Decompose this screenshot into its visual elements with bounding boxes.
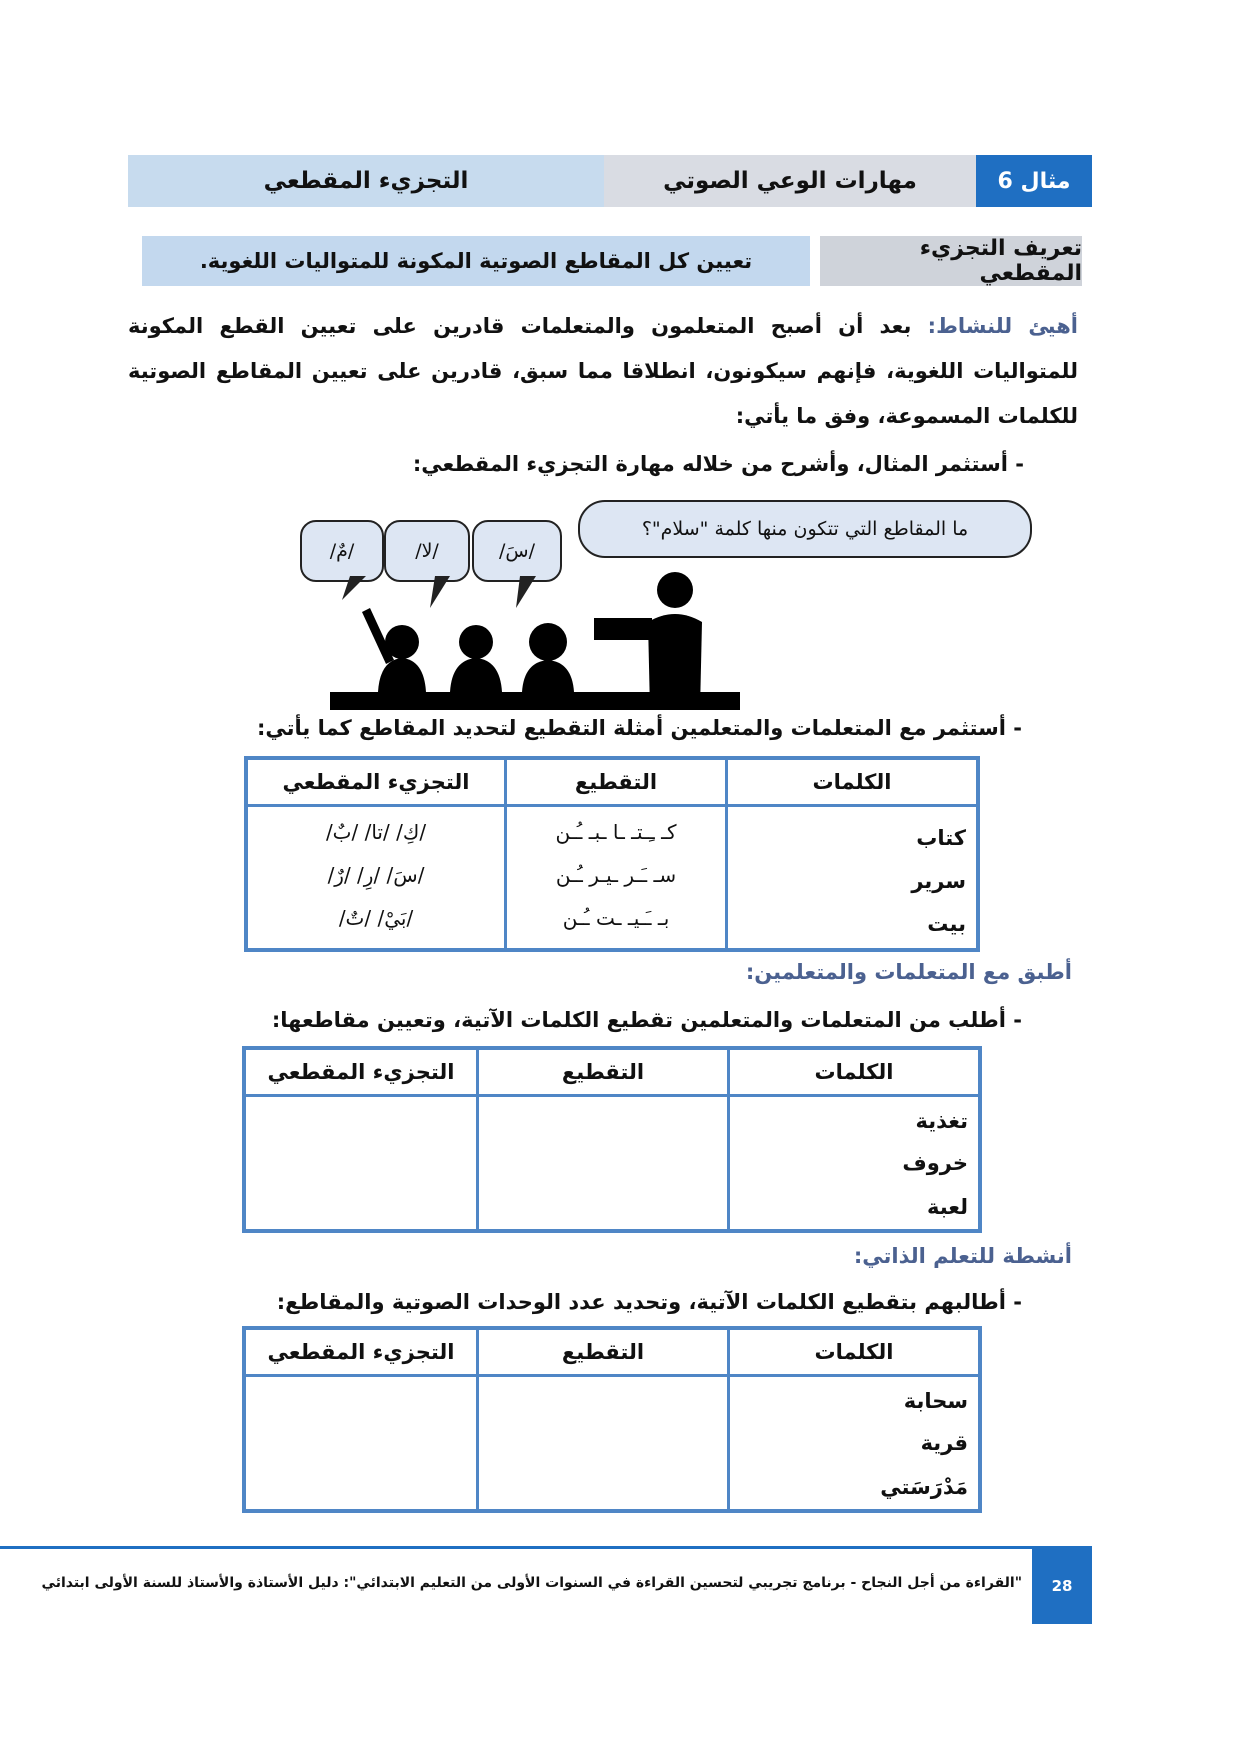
syllables-column (246, 806, 506, 950)
table-cell-word: كتاب (916, 826, 966, 850)
apply-instruction: - أطلب من المتعلمات والمتعلمين تقطيع الكلمات الآتية، وتعيين مقاطعها: (271, 1008, 1022, 1032)
prepare-text: بعد أن أصبح المتعلمون والمتعلمات قادرين على تعيين القطع المكونة للمتواليات اللغوية، فإنهم سيكونون، انطلاقا مما سبق، قادرين على تعيين المقاطع الصوتية للكلمات المسموعة، وفق ما يأتي: (128, 314, 1078, 428)
table-cell-word: مَدْرَسَتي (880, 1475, 968, 1499)
col-header-syllables: التجزيء المقطعي (246, 758, 506, 806)
student-bubble-3: /مٌ/ (300, 520, 384, 582)
page-number: 28 (1032, 1548, 1092, 1624)
prepare-instruction: - أستثمر المثال، وأشرح من خلاله مهارة التجزيء المقطعي: (412, 452, 1024, 476)
table-cell-cut: سـ ـَـر ـيـر ـُـن (555, 863, 677, 887)
table-cell-word: تغذية (915, 1109, 968, 1133)
student-bubble-2: /لا/ (384, 520, 470, 582)
cut-column-empty[interactable] (478, 1096, 729, 1232)
col-header-syllables: التجزيء المقطعي (244, 1048, 478, 1096)
table-cell-word: لعبة (926, 1195, 968, 1219)
table-cell-word: خروف (902, 1151, 968, 1175)
table-cell-word: بيت (927, 912, 966, 936)
self-learning-label: أنشطة للتعلم الذاتي: (853, 1244, 1072, 1268)
table-cell-cut: كـ ـِـتـ ـا ـبـ ـُـن (555, 820, 677, 844)
skill-title: التجزيء المقطعي (128, 155, 604, 207)
definition-text: تعيين كل المقاطع الصوتية المكونة للمتواليات اللغوية. (142, 236, 810, 286)
footer-title: "القراءة من أجل النجاح - برنامج تجريبي لتحسين القراءة في السنوات الأولى من التعليم الابتدائي": دليل الأستاذة والأستاذ للسنة الأولى ابتدائي (41, 1575, 1022, 1591)
self-learning-table (242, 1326, 982, 1513)
example-number: مثال 6 (976, 155, 1092, 207)
teacher-speech-bubble: ما المقاطع التي تتكون منها كلمة "سلام"؟ (578, 500, 1032, 558)
table-cell-word: سحابة (903, 1389, 968, 1413)
table-cell-word: قرية (920, 1431, 968, 1455)
syllables-column-empty[interactable] (244, 1096, 478, 1232)
skill-category: مهارات الوعي الصوتي (604, 155, 976, 207)
table-cell-word: سرير (911, 869, 966, 893)
words-column (729, 1096, 981, 1232)
cut-column (506, 806, 727, 950)
apply-label: أطبق مع المتعلمات والمتعلمين: (745, 960, 1072, 984)
col-header-words: الكلمات (729, 1048, 981, 1096)
syllable-example-table (244, 756, 980, 952)
classroom-silhouette (290, 560, 750, 710)
col-header-words: الكلمات (729, 1328, 981, 1376)
table-cell-syllables: /بَيْ/ /تٌ/ (338, 906, 414, 930)
syllables-column-empty[interactable] (244, 1376, 478, 1512)
col-header-syllables: التجزيء المقطعي (244, 1328, 478, 1376)
prepare-label: أهيئ للنشاط: (927, 314, 1078, 338)
student-bubble-1: /سَ/ (472, 520, 562, 582)
col-header-cut: التقطيع (478, 1328, 729, 1376)
col-header-words: الكلمات (727, 758, 979, 806)
cut-column-empty[interactable] (478, 1376, 729, 1512)
table-cell-syllables: /كِ/ /تا/ /بٌ/ (325, 820, 427, 844)
col-header-cut: التقطيع (478, 1048, 729, 1096)
words-column (727, 806, 979, 950)
col-header-cut: التقطيع (506, 758, 727, 806)
self-learning-instruction: - أطالبهم بتقطيع الكلمات الآتية، وتحديد عدد الوحدات الصوتية والمقاطع: (276, 1290, 1022, 1314)
table-cell-syllables: /سَ/ /رِ/ /رٌ/ (327, 863, 425, 887)
prepare-paragraph (128, 304, 1078, 439)
apply-table (242, 1046, 982, 1233)
words-column (729, 1376, 981, 1512)
table-cell-cut: بـ ـَـيـ ـت ـُـن (562, 906, 670, 930)
definition-label: تعريف التجزيء المقطعي (820, 236, 1082, 286)
table1-instruction: - أستثمر مع المتعلمات والمتعلمين أمثلة التقطيع لتحديد المقاطع كما يأتي: (256, 716, 1022, 740)
footer-rule (0, 1546, 1092, 1549)
